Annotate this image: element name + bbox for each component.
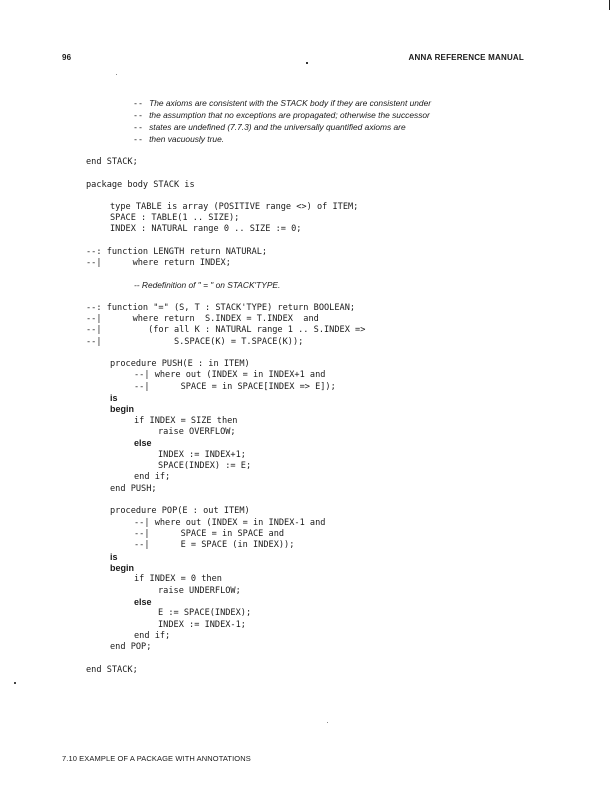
code-line: end if; xyxy=(134,472,171,482)
code-line: --| where return S.INDEX = T.INDEX and xyxy=(86,314,319,324)
code-line: if INDEX = 0 then xyxy=(134,574,222,584)
code-line: --| where return INDEX; xyxy=(86,258,231,268)
code-line: --| E = SPACE (in INDEX)); xyxy=(134,540,295,550)
code-line: is xyxy=(110,552,118,562)
scan-speck xyxy=(306,62,308,64)
comment-line: -- The axioms are consistent with the STACK body if they are consistent under xyxy=(133,98,432,108)
code-line: INDEX : NATURAL range 0 .. SIZE := 0; xyxy=(110,224,302,234)
comment-line: -- the assumption that no exceptions are propagated; otherwise the successor xyxy=(133,110,430,120)
code-line: begin xyxy=(110,563,134,573)
code-line: procedure PUSH(E : in ITEM) xyxy=(110,359,250,369)
code-line: --: function LENGTH return NATURAL; xyxy=(86,247,268,257)
code-line: --| (for all K : NATURAL range 1 .. S.INDEX => xyxy=(86,325,366,335)
code-line: --| where out (INDEX = in INDEX-1 and xyxy=(134,518,326,528)
scan-speck xyxy=(116,74,117,75)
comment-line: -- Redefinition of " = " on STACK'TYPE. xyxy=(134,280,281,290)
code-line: else xyxy=(134,597,152,607)
code-line: else xyxy=(134,438,152,448)
code-line: --| S.SPACE(K) = T.SPACE(K)); xyxy=(86,337,304,347)
section-footer: 7.10 EXAMPLE OF A PACKAGE WITH ANNOTATIONS xyxy=(62,754,251,763)
scan-speck xyxy=(327,722,328,723)
code-line: raise OVERFLOW; xyxy=(158,427,236,437)
code-line: INDEX := INDEX+1; xyxy=(158,450,246,460)
page-number: 96 xyxy=(62,53,72,62)
code-line: is xyxy=(110,393,118,403)
code-line: --: function "=" (S, T : STACK'TYPE) return BOOLEAN; xyxy=(86,303,356,313)
running-head: ANNA REFERENCE MANUAL xyxy=(408,53,524,62)
comment-line: -- then vacuously true. xyxy=(133,134,225,144)
code-line: end PUSH; xyxy=(110,484,157,494)
code-line: end POP; xyxy=(110,642,152,652)
code-line: SPACE(INDEX) := E; xyxy=(158,461,252,471)
code-line: --| SPACE = in SPACE and xyxy=(134,529,285,539)
code-line: --| SPACE = in SPACE[INDEX => E]); xyxy=(134,382,336,392)
scan-speck xyxy=(14,682,16,684)
code-line: type TABLE is array (POSITIVE range <>) of ITEM; xyxy=(110,202,359,212)
code-line: SPACE : TABLE(1 .. SIZE); xyxy=(110,213,240,223)
comment-line: -- states are undefined (7.7.3) and the universally quantified axioms are xyxy=(133,122,406,132)
code-line: procedure POP(E : out ITEM) xyxy=(110,506,250,516)
code-line: package body STACK is xyxy=(86,180,195,190)
code-line: INDEX := INDEX-1; xyxy=(158,620,246,630)
code-line: raise UNDERFLOW; xyxy=(158,586,241,596)
code-line: --| where out (INDEX = in INDEX+1 and xyxy=(134,370,326,380)
code-line: end STACK; xyxy=(86,157,138,167)
code-line: E := SPACE(INDEX); xyxy=(158,608,252,618)
code-line: if INDEX = SIZE then xyxy=(134,416,238,426)
code-line: begin xyxy=(110,404,134,414)
code-line: end if; xyxy=(134,631,171,641)
margin-rule xyxy=(609,0,610,10)
code-line: end STACK; xyxy=(86,665,138,675)
